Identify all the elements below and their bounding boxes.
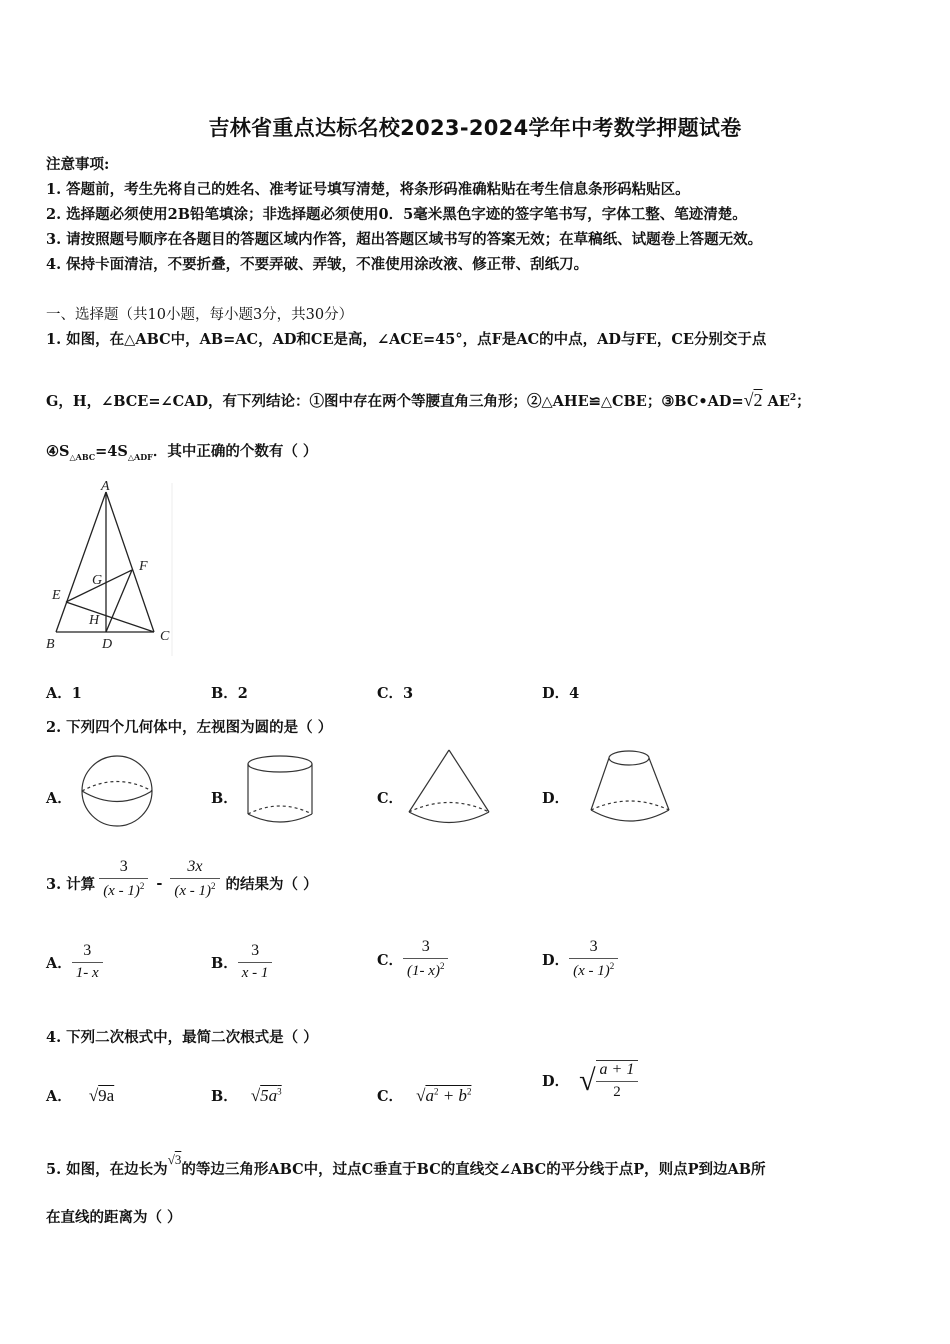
q4-option-b[interactable]: B． $√5a^3$ [211,1086,282,1105]
q2-option-a[interactable]: A． [46,790,72,807]
q3-option-b[interactable]: B． $\frac{3}{x - 1}$ [211,942,272,982]
q3-option-c[interactable]: C． $\frac{3}{(1- x)^2}$ [377,938,448,980]
q4-option-a[interactable]: A． √9a [46,1086,115,1105]
label-c: C [160,629,170,644]
label-f: F [139,559,148,574]
q1-option-b[interactable]: B．2 [211,685,248,702]
q4-option-c[interactable]: C． $√a^2 + b^2$ [377,1086,472,1105]
q1-option-c[interactable]: C．3 [377,685,414,702]
q1-option-d[interactable]: D．4 [542,685,580,702]
label-d: D [102,637,113,652]
sphere-figure [72,752,162,830]
label-e: E [52,588,61,603]
sqrt-sign: √2 [743,390,763,410]
q3-option-a[interactable]: A． $\frac{3}{1- x}$ [46,942,103,982]
page-title: 吉林省重点达标名校2023-2024学年中考数学押题试卷 [208,116,742,140]
q2-text: 2. 下列四个几何体中，左视图为圆的是（ ） [46,719,333,736]
label-a: A [101,479,110,494]
q1-line2: G，H，∠BCE=∠CAD，有下列结论：①图中存在两个等腰直角三角形；②△AHE≌△CBE；③BC•AD=√2 $AE^2$； [46,390,811,410]
q2-option-b[interactable]: B． [211,790,238,807]
notice-item: 3. 请按照题号顺序在各题目的答题区域内作答，超出答题区域书写的答案无效；在草稿纸、试题卷上答题无效。 [46,231,763,248]
q1-triangle-figure [44,478,179,658]
notice-item: 4. 保持卡面清洁，不要折叠，不要弄破、弄皱，不准使用涂改液、修正带、刮纸刀。 [46,256,589,273]
cylinder-figure [242,752,322,832]
q1-line1: 1. 如图，在△ABC中，AB=AC，AD和CE是高，∠ACE=45°，点F是AC的中点，AD与FE，CE分别交于点 [46,331,767,348]
q2-option-c[interactable]: C． [377,790,404,807]
section-heading: 一、选择题（共10小题，每小题3分，共30分） [46,307,354,323]
segment-ce [66,602,154,632]
notice-heading: 注意事项: [46,156,110,173]
edge-ab [56,492,106,632]
notice-item: 1. 答题前，考生先将自己的姓名、准考证号填写清楚，将条形码准确粘贴在考生信息条形码粘贴区。 [46,181,690,198]
q5-line2: 在直线的距离为（ ） [46,1209,182,1226]
q1-line3: $④S_{\triangle ABC}=4S_{\triangle ADF}$．其中正确的个数有（ ） [46,443,318,462]
notice-item: 2. 选择题必须使用2B铅笔填涂；非选择题必须使用0．5毫米黑色字迹的签字笔书写，字体工整、笔迹清楚。 [46,206,747,223]
q3-option-d[interactable]: D． $\frac{3}{(x - 1)^2}$ [542,938,618,980]
q4-option-d[interactable]: D． √ $\frac{a + 1}{2}$ [542,1060,638,1101]
q5-line1: 5. 如图，在边长为√3的等边三角形ABC中，过点C垂直于BC的直线交∠ABC的平分线于点P，则点P到边AB所 [46,1152,766,1178]
q2-option-d[interactable]: D． [542,790,570,807]
cone-figure [402,745,497,830]
q1-option-a[interactable]: A．1 [46,685,82,702]
label-h: H [89,613,100,628]
q3-expression: 3. 计算 $\frac{3}{(x - 1)^2}$ - $\frac{3x}{(x - 1)^2}$ 的结果为（ ） [46,858,318,899]
label-b: B [46,637,55,652]
label-g: G [92,573,103,588]
frustum-figure [584,748,679,833]
q4-text: 4. 下列二次根式中，最简二次根式是（ ） [46,1029,318,1046]
